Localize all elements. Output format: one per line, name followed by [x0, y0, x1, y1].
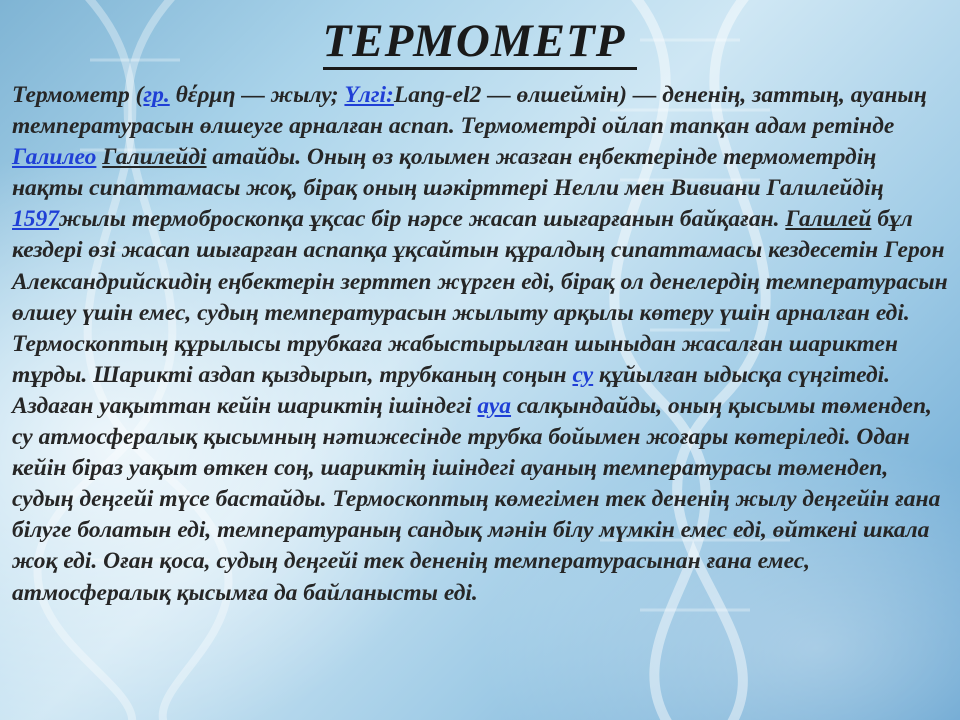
- link-aua[interactable]: ауа: [477, 392, 512, 419]
- link-template[interactable]: Үлгі:: [344, 82, 394, 108]
- slide-body-text: Термометр (гр. θέρμη — жылу; Үлгі:Lang-el2 — өлшеймін) — дененің, заттың, ауаның температурасын өлшеуге арналған аспап. Термометрді ойлап тапқан адам ретінде Галилео Галилейді атайды. Оның өз қолымен жазған еңбектерінде термометрдің нақты сипаттамасы жоқ, бірақ оның шәкірттері Нелли мен Вивиани Галилейдің 1597жылы термоброскопқа ұқсас бір нәрсе жасап шығарғанын байқаған. Галилей бұл кездері өзі жасап шығарған аспапқа ұқсайтын құралдың сипаттамасы кездесетін Герон Александрийскидің еңбектерін зерттеп жүрген еді, бірақ ол денелердің температурасын өлшеу үшін емес, судың температурасын жылыту арқылы көтеру үшін арналған еді. Термоскоптың құрылысы трубкаға жабыстырылған шыныдан жасалған шариктен тұрды. Шарикті аздап қыздырып, трубканың соңын су құйылған ыдысқа сүңгітеді. Аздаған уақыттан кейін шариктің ішіндегі ауа салқындайды, оның қысымы төмендеп, су атмосфералық қысымның нәтижесінде трубка бойымен жоғары көтеріледі. Одан кейін біраз уақыт өткен соң, шариктің ішіндегі ауаның температурасы төмендеп, судың деңгейі түсе бастайды. Термоскоптың көмегімен тек дененің жылу деңгейін ғана білуге болатын еді, температураның сандық мәнін білу мүмкін емес еді, өйткені шкала жоқ еді. Оған қоса, судың деңгейі тек дененің температурасынан ғана емес, атмосфералық қысымға да байланысты еді.: [12, 82, 948, 606]
- link-galiley[interactable]: Галилей: [785, 206, 872, 233]
- link-greek[interactable]: гр.: [143, 82, 170, 108]
- link-galileo[interactable]: Галилео: [12, 144, 97, 171]
- link-su[interactable]: су: [572, 361, 594, 388]
- link-galileyi[interactable]: Галилейді: [102, 144, 207, 171]
- link-year-1597[interactable]: 1597: [12, 206, 59, 233]
- slide-title: ТЕРМОМЕТР: [0, 14, 960, 68]
